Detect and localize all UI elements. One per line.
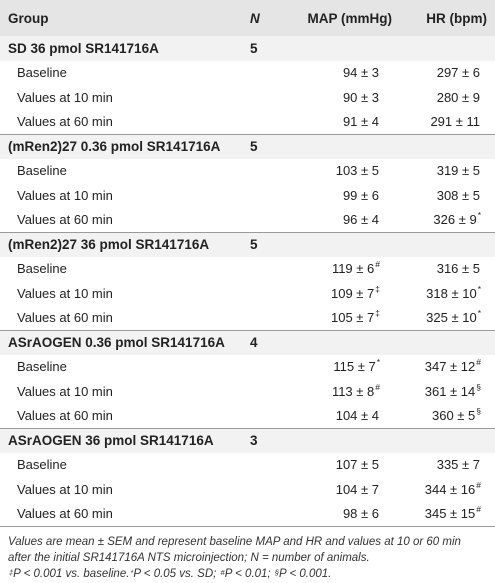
hr-value: 344 ± 16 (424, 481, 476, 497)
hr-cell (400, 110, 495, 135)
hr-cell (400, 477, 495, 502)
row-label: Values at 10 min (17, 187, 113, 203)
header-hr: HR (bpm) (426, 10, 487, 26)
hr-cell (400, 306, 495, 331)
map-cell (300, 453, 400, 478)
map-cell (300, 477, 400, 502)
table-row (0, 257, 495, 282)
hr-significance: * (477, 308, 481, 318)
table-row (0, 110, 495, 135)
group-name: ASrAOGEN 0.36 pmol SR141716A (8, 335, 225, 350)
map-cell (300, 404, 400, 429)
group-empty-hr (400, 232, 495, 257)
row-n-empty (246, 159, 300, 184)
hr-value: 326 ± 9 (433, 212, 477, 227)
group-empty-hr (400, 428, 495, 453)
footnote-symbol: ‡ (9, 568, 14, 577)
map-value: 104 ± 4 (335, 408, 379, 423)
hr-cell (400, 453, 495, 478)
row-label: Values at 60 min (17, 408, 113, 423)
row-n-empty (246, 208, 300, 233)
map-value: 115 ± 7 (333, 359, 376, 375)
row-label: Values at 60 min (17, 310, 113, 325)
map-cell (300, 85, 400, 110)
hr-value: 335 ± 7 (436, 457, 480, 473)
row-label: Baseline (17, 261, 67, 277)
map-cell (300, 257, 400, 282)
row-label: Baseline (17, 163, 67, 179)
group-name: SD 36 pmol SR141716A (8, 40, 159, 56)
hr-value: 308 ± 5 (436, 187, 480, 203)
hr-significance: * (477, 210, 481, 220)
row-n-empty (246, 355, 300, 380)
map-cell (300, 110, 400, 135)
map-cell (300, 306, 400, 331)
group-name: (mRen2)27 36 pmol SR141716A (8, 237, 210, 252)
row-n-empty (246, 306, 300, 331)
group-row (0, 428, 495, 453)
group-n: 3 (250, 433, 258, 448)
hr-cell (400, 281, 495, 306)
map-value: 119 ± 6 (331, 261, 375, 277)
map-cell (300, 281, 400, 306)
map-value: 91 ± 4 (342, 114, 379, 129)
group-n: 5 (250, 237, 258, 252)
group-empty-hr (400, 330, 495, 355)
hr-value: 361 ± 14 (424, 383, 476, 399)
map-significance: ‡ (375, 283, 380, 294)
footnote-symbol: * (130, 568, 134, 577)
row-label: Values at 60 min (17, 506, 113, 522)
map-value: 96 ± 4 (342, 212, 379, 227)
hr-cell (400, 404, 495, 429)
footnote-text: P < 0.001 vs. baseline. (13, 568, 130, 580)
map-significance: * (376, 357, 380, 368)
group-empty-map (300, 232, 400, 257)
hr-significance: § (476, 381, 481, 392)
table-row (0, 183, 495, 208)
table-row (0, 379, 495, 404)
hr-value: 345 ± 15 (424, 506, 476, 522)
row-label: Values at 10 min (17, 383, 113, 399)
hr-value: 291 ± 11 (430, 114, 480, 129)
table-body (0, 36, 495, 526)
row-label: Baseline (17, 457, 67, 473)
map-value: 98 ± 6 (342, 506, 379, 522)
row-n-empty (246, 85, 300, 110)
hr-cell (400, 257, 495, 282)
header-row (0, 0, 495, 36)
table-row (0, 208, 495, 233)
group-n: 5 (250, 40, 258, 56)
row-n-empty (246, 257, 300, 282)
row-n-empty (246, 379, 300, 404)
map-cell (300, 61, 400, 86)
hr-cell (400, 208, 495, 233)
row-label: Values at 60 min (17, 114, 113, 129)
row-n-empty (246, 183, 300, 208)
group-empty-map (300, 134, 400, 159)
hr-significance: § (476, 406, 481, 416)
hr-cell (400, 159, 495, 184)
table-header (0, 0, 495, 36)
hr-value: 316 ± 5 (436, 261, 480, 277)
table-row (0, 306, 495, 331)
map-value: 94 ± 3 (342, 65, 379, 81)
hr-cell (400, 379, 495, 404)
map-cell (300, 183, 400, 208)
hr-cell (400, 85, 495, 110)
map-value: 113 ± 8 (331, 383, 375, 399)
group-row (0, 232, 495, 257)
hr-significance: # (476, 504, 481, 515)
hr-cell (400, 61, 495, 86)
footnote-symbol: # (220, 568, 225, 577)
group-empty-hr (400, 134, 495, 159)
row-n-empty (246, 61, 300, 86)
map-value: 107 ± 5 (335, 457, 379, 473)
hr-significance: * (477, 283, 481, 294)
row-n-empty (246, 453, 300, 478)
group-empty-map (300, 36, 400, 61)
footnote-symbol: § (274, 568, 279, 577)
footnote-line-2 (8, 566, 487, 582)
group-row (0, 330, 495, 355)
footnote-line-1: Values are mean ± SEM and represent baseline MAP and HR and values at 10 or 60 min after the initial SR141716A NTS microinjection; N = number of animals. (8, 536, 461, 564)
group-n: 4 (250, 335, 258, 350)
table-row (0, 404, 495, 429)
row-label: Values at 10 min (17, 481, 113, 497)
map-value: 90 ± 3 (342, 89, 379, 105)
map-significance: ‡ (375, 308, 380, 318)
row-n-empty (246, 281, 300, 306)
table-row (0, 502, 495, 527)
table-row (0, 477, 495, 502)
footnote-text: P < 0.05 vs. SD; (133, 568, 220, 580)
map-cell (300, 355, 400, 380)
hr-significance: # (476, 357, 481, 368)
map-significance: # (375, 381, 380, 392)
map-cell (300, 502, 400, 527)
row-label: Values at 10 min (17, 285, 113, 301)
footnote-text: P < 0.01; (224, 568, 274, 580)
row-label: Baseline (17, 65, 67, 81)
hr-value: 347 ± 12 (424, 359, 476, 375)
row-n-empty (246, 110, 300, 135)
table-footnote (0, 526, 495, 582)
table-row (0, 85, 495, 110)
table-row (0, 61, 495, 86)
row-n-empty (246, 404, 300, 429)
table-row (0, 355, 495, 380)
row-n-empty (246, 502, 300, 527)
map-cell (300, 159, 400, 184)
hr-value: 280 ± 9 (436, 89, 480, 105)
hr-value: 297 ± 6 (436, 65, 480, 81)
hr-cell (400, 355, 495, 380)
row-label: Baseline (17, 359, 67, 375)
table-row (0, 281, 495, 306)
row-label: Values at 60 min (17, 212, 113, 227)
map-value: 103 ± 5 (335, 163, 379, 179)
hr-value: 318 ± 10 (426, 285, 477, 301)
map-value: 104 ± 7 (335, 481, 379, 497)
hr-cell (400, 183, 495, 208)
map-value: 109 ± 7 (330, 285, 375, 301)
group-empty-map (300, 428, 400, 453)
header-map: MAP (mmHg) (307, 10, 392, 26)
group-row (0, 134, 495, 159)
map-cell (300, 379, 400, 404)
hr-value: 360 ± 5 (431, 408, 476, 423)
footnote-text: P < 0.001. (279, 568, 332, 580)
header-group: Group (8, 10, 49, 26)
group-row (0, 36, 495, 61)
group-name: (mRen2)27 0.36 pmol SR141716A (8, 139, 221, 154)
row-label: Values at 10 min (17, 89, 113, 105)
group-empty-map (300, 330, 400, 355)
hr-value: 325 ± 10 (426, 310, 477, 325)
header-n: N (250, 10, 260, 26)
map-cell (300, 208, 400, 233)
group-n: 5 (250, 139, 258, 154)
table-row (0, 453, 495, 478)
hr-significance: # (476, 479, 481, 490)
map-value: 99 ± 6 (342, 187, 379, 203)
group-empty-hr (400, 36, 495, 61)
hr-value: 319 ± 5 (436, 163, 480, 179)
group-name: ASrAOGEN 36 pmol SR141716A (8, 433, 214, 448)
hr-cell (400, 502, 495, 527)
map-significance: # (375, 259, 380, 270)
table-row (0, 159, 495, 184)
row-n-empty (246, 477, 300, 502)
map-value: 105 ± 7 (330, 310, 375, 325)
